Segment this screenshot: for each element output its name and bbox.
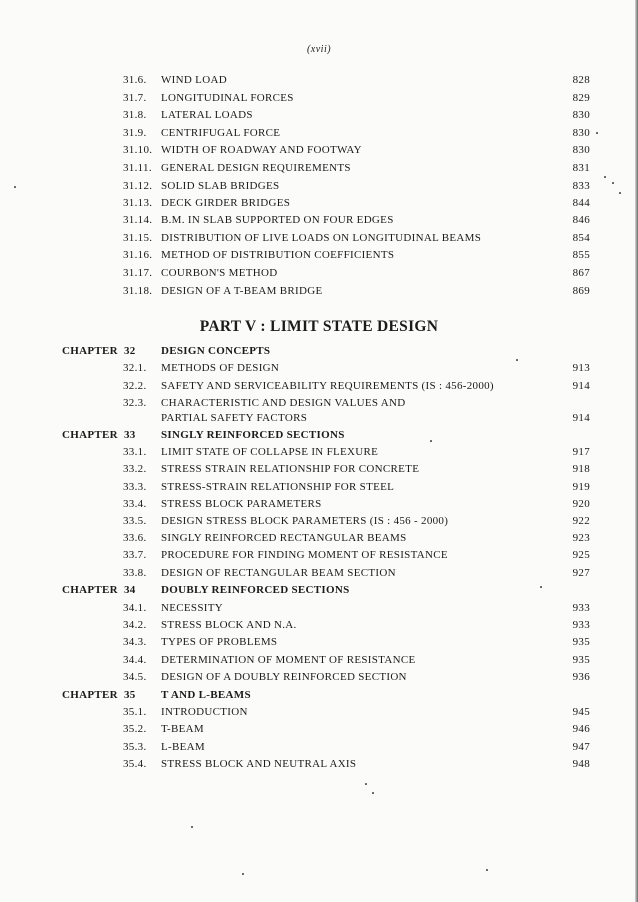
section-title: LIMIT STATE OF COLLAPSE IN FLEXURE xyxy=(161,446,379,458)
section-title: L-BEAM xyxy=(161,741,205,753)
section-title: DESIGN OF RECTANGULAR BEAM SECTION xyxy=(161,567,396,579)
chapter-title: T AND L-BEAMS xyxy=(161,689,251,701)
scan-speck xyxy=(516,359,518,361)
part-heading: PART V : LIMIT STATE DESIGN xyxy=(199,318,439,335)
chapter-heading xyxy=(0,427,638,444)
section-title: LATERAL LOADS xyxy=(161,109,253,121)
section-number: 31.9. xyxy=(123,127,147,139)
scan-speck xyxy=(619,192,621,194)
section-title: DECK GIRDER BRIDGES xyxy=(161,197,291,209)
section-title: LONGITUDINAL FORCES xyxy=(161,92,294,104)
toc-entry xyxy=(0,496,638,513)
section-number: 35.4. xyxy=(123,758,147,770)
section-title: STRESS BLOCK PARAMETERS xyxy=(161,498,322,510)
section-number: 31.8. xyxy=(123,109,147,121)
toc-entry xyxy=(0,617,638,634)
page-reference: 830 xyxy=(572,127,590,139)
section-title: PARTIAL SAFETY FACTORS xyxy=(161,412,308,424)
section-number: 33.6. xyxy=(123,532,147,544)
page-reference: 935 xyxy=(572,636,590,648)
section-number: 34.2. xyxy=(123,619,147,631)
section-number: 33.1. xyxy=(123,446,147,458)
page-reference: 914 xyxy=(572,380,590,392)
section-number: 35.1. xyxy=(123,706,147,718)
section-title: GENERAL DESIGN REQUIREMENTS xyxy=(161,162,351,174)
chapter-heading xyxy=(0,343,638,360)
toc-entry xyxy=(0,530,638,547)
chapter-heading xyxy=(0,582,638,599)
section-title: COURBON'S METHOD xyxy=(161,267,278,279)
chapter-title: DESIGN CONCEPTS xyxy=(161,345,271,357)
toc-entry xyxy=(0,125,638,142)
page-reference: 920 xyxy=(572,498,590,510)
toc-entry xyxy=(0,739,638,756)
toc-entry xyxy=(0,565,638,582)
section-title: METHOD OF DISTRIBUTION COEFFICIENTS xyxy=(161,249,395,261)
section-number: 33.2. xyxy=(123,463,147,475)
page-reference: 922 xyxy=(572,515,590,527)
section-title: DESIGN OF A T-BEAM BRIDGE xyxy=(161,285,323,297)
toc-entry xyxy=(0,669,638,686)
page-number: (xvii) xyxy=(306,44,332,55)
section-title: CENTRIFUGAL FORCE xyxy=(161,127,281,139)
chapter-number: 33 xyxy=(124,429,136,441)
section-title: CHARACTERISTIC AND DESIGN VALUES AND xyxy=(161,397,406,409)
scan-speck xyxy=(540,586,542,588)
scan-speck xyxy=(486,869,488,871)
toc-entry xyxy=(0,444,638,461)
toc-entry xyxy=(0,360,638,377)
page-reference: 923 xyxy=(572,532,590,544)
section-title: STRESS BLOCK AND N.A. xyxy=(161,619,297,631)
section-number: 31.12. xyxy=(123,180,153,192)
page-reference: 933 xyxy=(572,619,590,631)
page-reference: 919 xyxy=(572,481,590,493)
section-title: STRESS BLOCK AND NEUTRAL AXIS xyxy=(161,758,357,770)
section-number: 34.4. xyxy=(123,654,147,666)
section-number: 32.3. xyxy=(123,397,147,409)
page-reference: 946 xyxy=(572,723,590,735)
section-number: 33.7. xyxy=(123,549,147,561)
chapter-title: DOUBLY REINFORCED SECTIONS xyxy=(161,584,350,596)
toc-entry xyxy=(0,160,638,177)
toc-entry xyxy=(0,178,638,195)
section-number: 32.2. xyxy=(123,380,147,392)
page-reference: 855 xyxy=(572,249,590,261)
toc-entry xyxy=(0,634,638,651)
page-reference: 867 xyxy=(572,267,590,279)
section-number: 32.1. xyxy=(123,362,147,374)
chapter-label: CHAPTER xyxy=(62,429,118,441)
toc-entry xyxy=(0,142,638,159)
section-title: NECESSITY xyxy=(161,602,223,614)
section-number: 31.6. xyxy=(123,74,147,86)
section-title: SAFETY AND SERVICEABILITY REQUIREMENTS (IS : 456-2000) xyxy=(161,380,494,392)
chapter-label: CHAPTER xyxy=(62,345,118,357)
section-number: 31.7. xyxy=(123,92,147,104)
page-reference: 869 xyxy=(572,285,590,297)
scan-speck xyxy=(604,176,606,178)
section-number: 31.10. xyxy=(123,144,153,156)
section-title: STRESS-STRAIN RELATIONSHIP FOR STEEL xyxy=(161,481,395,493)
toc-entry xyxy=(0,283,638,300)
scan-speck xyxy=(372,792,374,794)
page-reference: 831 xyxy=(572,162,590,174)
section-number: 33.8. xyxy=(123,567,147,579)
page-reference: 936 xyxy=(572,671,590,683)
chapter-number: 34 xyxy=(124,584,136,596)
section-title: TYPES OF PROBLEMS xyxy=(161,636,278,648)
section-number: 31.15. xyxy=(123,232,153,244)
toc-entry xyxy=(0,195,638,212)
toc-entry xyxy=(0,72,638,89)
toc-entry xyxy=(0,265,638,282)
toc-entry xyxy=(0,721,638,738)
toc-entry xyxy=(0,230,638,247)
toc-entry xyxy=(0,461,638,478)
chapter-number: 35 xyxy=(124,689,136,701)
page-reference: 918 xyxy=(572,463,590,475)
scan-speck xyxy=(242,873,244,875)
page-reference: 830 xyxy=(572,144,590,156)
section-title: INTRODUCTION xyxy=(161,706,248,718)
section-title: B.M. IN SLAB SUPPORTED ON FOUR EDGES xyxy=(161,214,394,226)
section-number: 33.4. xyxy=(123,498,147,510)
scan-speck xyxy=(14,186,16,188)
section-title: WIDTH OF ROADWAY AND FOOTWAY xyxy=(161,144,362,156)
toc-entry xyxy=(0,600,638,617)
toc-entry xyxy=(0,247,638,264)
page-reference: 914 xyxy=(572,412,590,424)
toc-entry xyxy=(0,547,638,564)
toc-entry xyxy=(0,107,638,124)
section-title: SOLID SLAB BRIDGES xyxy=(161,180,280,192)
section-title: DESIGN STRESS BLOCK PARAMETERS (IS : 456 - 2000) xyxy=(161,515,449,527)
page-reference: 935 xyxy=(572,654,590,666)
section-number: 34.3. xyxy=(123,636,147,648)
page-reference: 917 xyxy=(572,446,590,458)
chapter-number: 32 xyxy=(124,345,136,357)
page-reference: 948 xyxy=(572,758,590,770)
section-number: 35.2. xyxy=(123,723,147,735)
section-number: 33.3. xyxy=(123,481,147,493)
section-title: PROCEDURE FOR FINDING MOMENT OF RESISTANCE xyxy=(161,549,448,561)
page-reference: 945 xyxy=(572,706,590,718)
section-number: 35.3. xyxy=(123,741,147,753)
page-reference: 844 xyxy=(572,197,590,209)
section-number: 31.18. xyxy=(123,285,153,297)
section-title: WIND LOAD xyxy=(161,74,227,86)
toc-entry xyxy=(0,756,638,773)
scan-speck xyxy=(365,783,367,785)
section-title: DISTRIBUTION OF LIVE LOADS ON LONGITUDINAL BEAMS xyxy=(161,232,482,244)
chapter-label: CHAPTER xyxy=(62,584,118,596)
page-reference: 829 xyxy=(572,92,590,104)
section-number: 31.13. xyxy=(123,197,153,209)
scan-speck xyxy=(430,440,432,442)
section-number: 31.11. xyxy=(123,162,152,174)
page-reference: 925 xyxy=(572,549,590,561)
section-title: STRESS STRAIN RELATIONSHIP FOR CONCRETE xyxy=(161,463,420,475)
toc-entry xyxy=(0,378,638,395)
toc-entry xyxy=(0,704,638,721)
section-title: DETERMINATION OF MOMENT OF RESISTANCE xyxy=(161,654,416,666)
toc-entry xyxy=(0,513,638,530)
section-title: METHODS OF DESIGN xyxy=(161,362,280,374)
section-title: T-BEAM xyxy=(161,723,204,735)
section-number: 33.5. xyxy=(123,515,147,527)
page-reference: 828 xyxy=(572,74,590,86)
page-reference: 913 xyxy=(572,362,590,374)
section-number: 34.5. xyxy=(123,671,147,683)
toc-entry xyxy=(0,479,638,496)
section-title: SINGLY REINFORCED RECTANGULAR BEAMS xyxy=(161,532,407,544)
section-title: DESIGN OF A DOUBLY REINFORCED SECTION xyxy=(161,671,407,683)
chapter-title: SINGLY REINFORCED SECTIONS xyxy=(161,429,345,441)
section-number: 34.1. xyxy=(123,602,147,614)
section-number: 31.17. xyxy=(123,267,153,279)
page-reference: 854 xyxy=(572,232,590,244)
page-reference: 947 xyxy=(572,741,590,753)
page-reference: 830 xyxy=(572,109,590,121)
chapter-label: CHAPTER xyxy=(62,689,118,701)
toc-entry xyxy=(0,410,638,427)
chapter-heading xyxy=(0,687,638,704)
page-reference: 933 xyxy=(572,602,590,614)
page-reference: 833 xyxy=(572,180,590,192)
toc-entry xyxy=(0,90,638,107)
scan-speck xyxy=(191,826,193,828)
scan-speck xyxy=(612,182,614,184)
scan-speck xyxy=(596,132,598,134)
toc-entry xyxy=(0,212,638,229)
section-number: 31.14. xyxy=(123,214,153,226)
page-reference: 846 xyxy=(572,214,590,226)
section-number: 31.16. xyxy=(123,249,153,261)
page-reference: 927 xyxy=(572,567,590,579)
toc-entry xyxy=(0,652,638,669)
